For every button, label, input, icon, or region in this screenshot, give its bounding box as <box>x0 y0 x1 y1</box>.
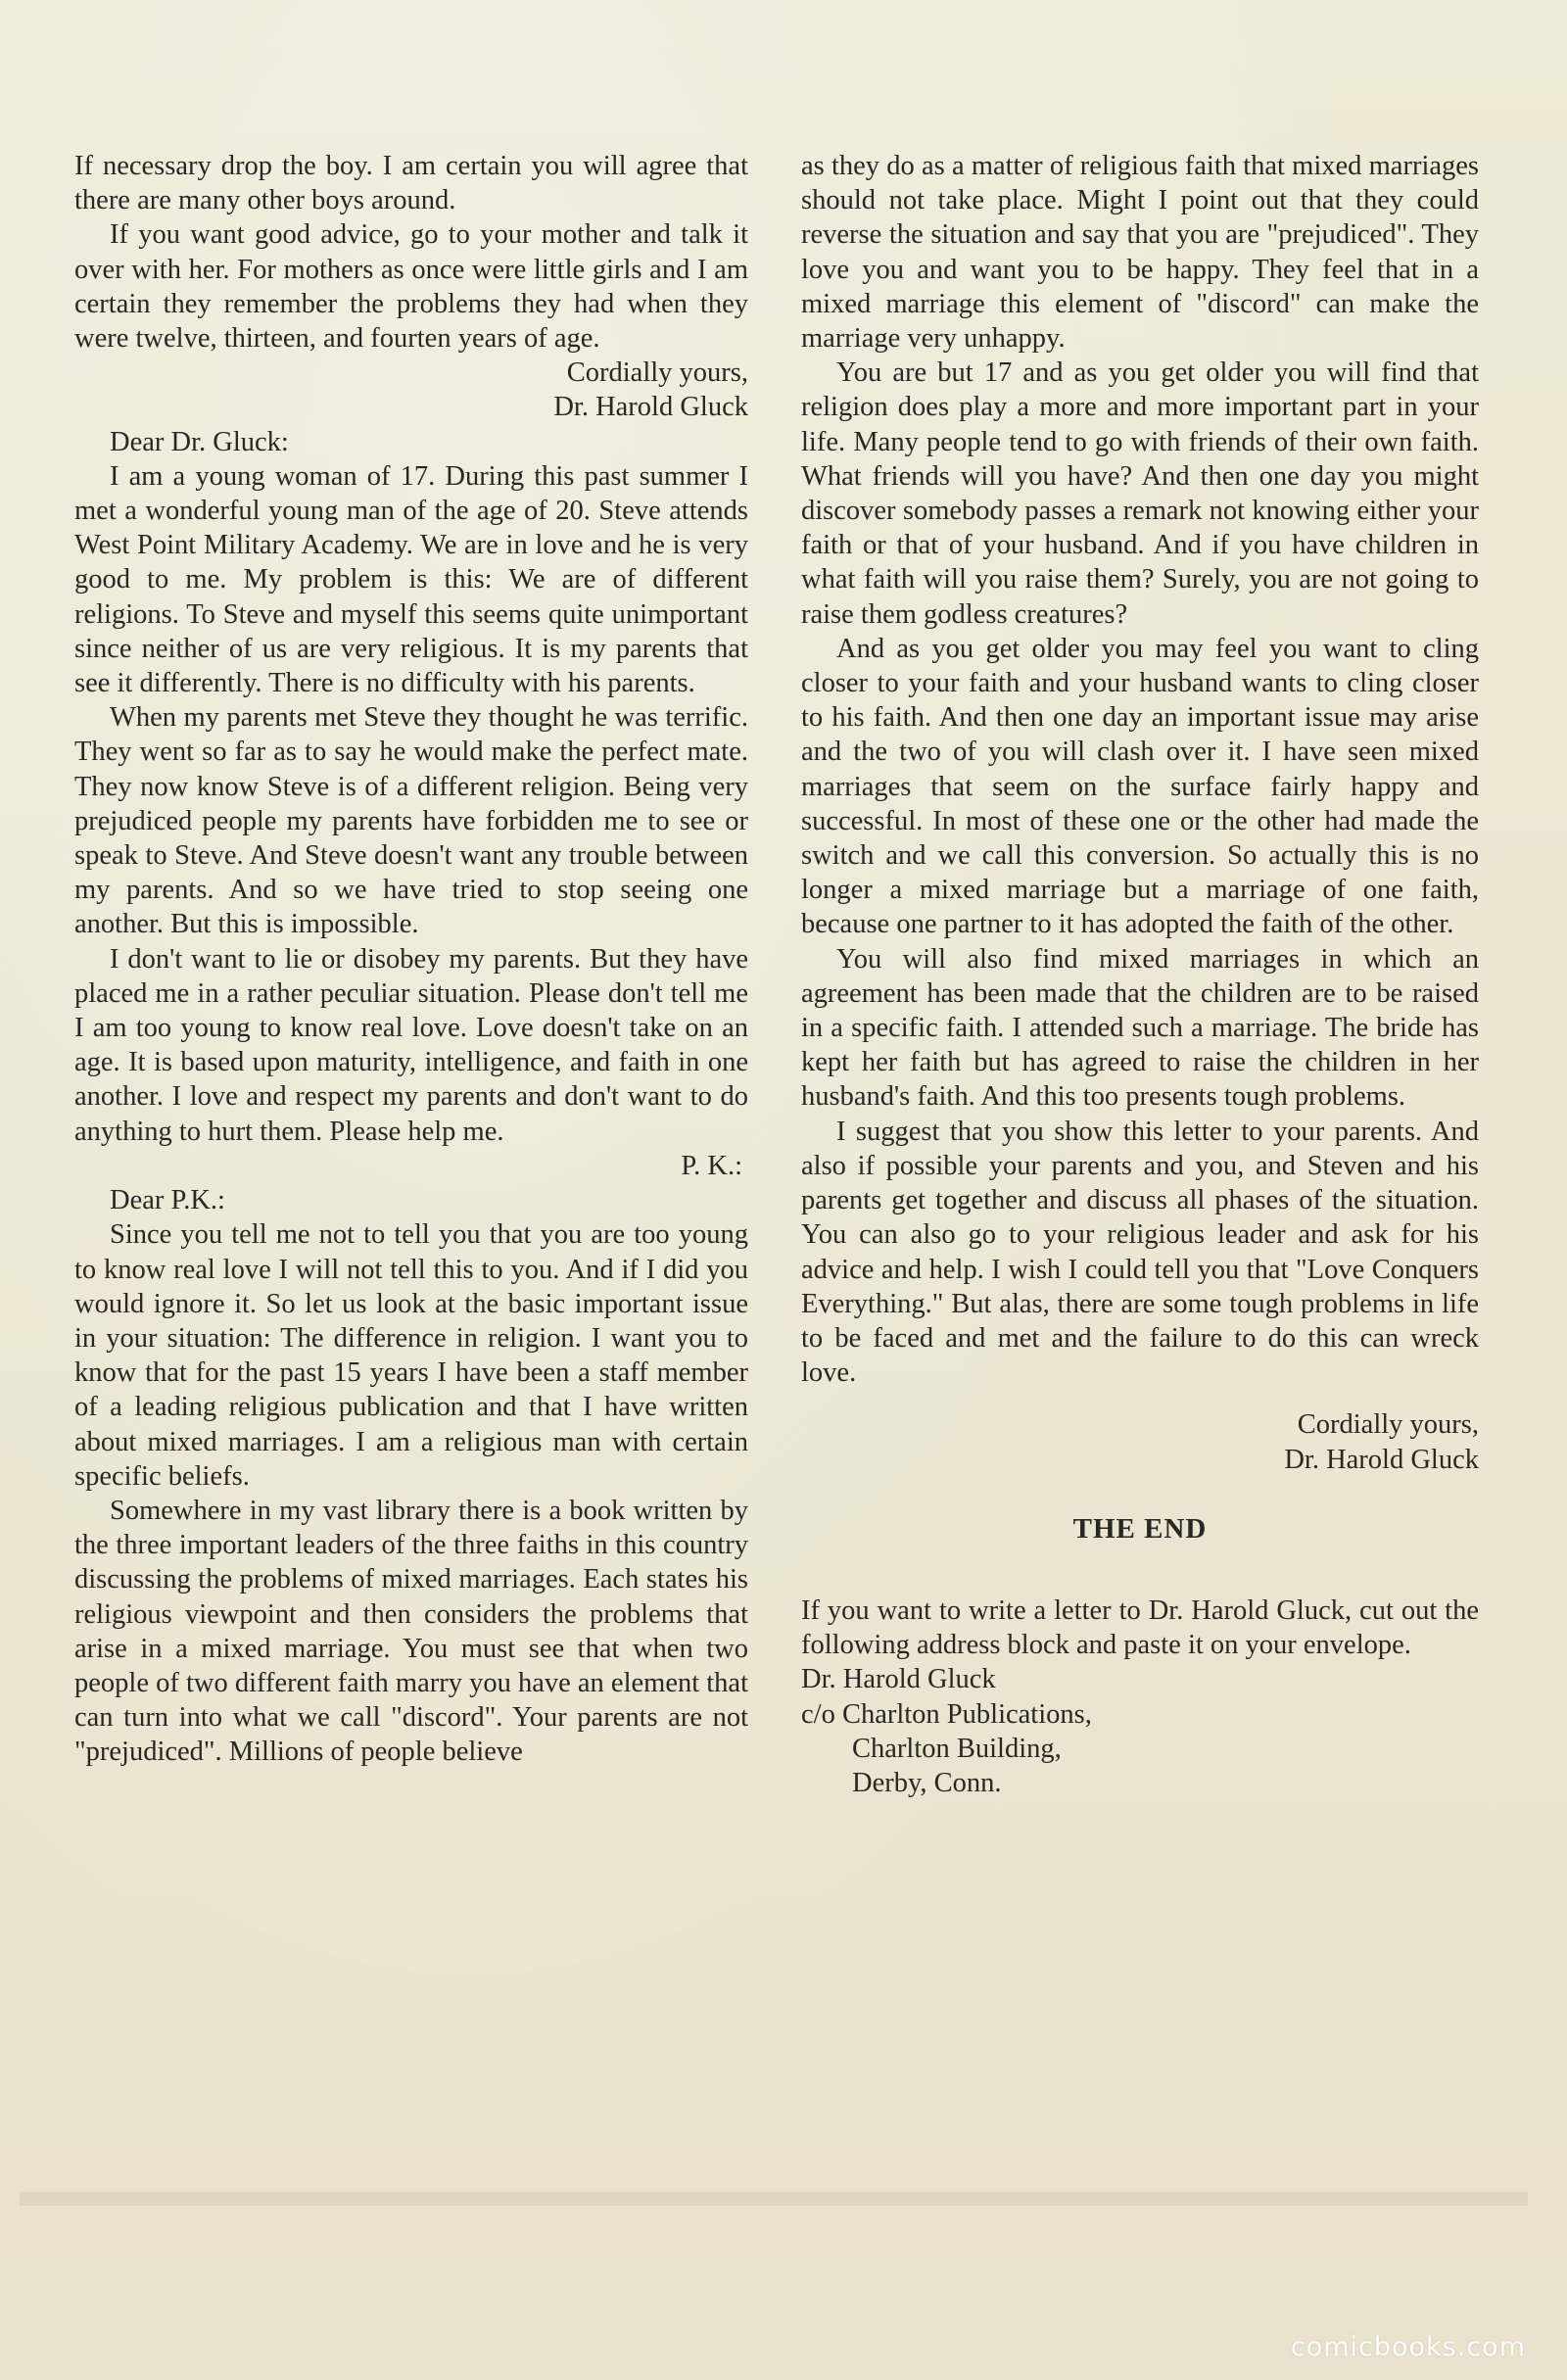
paragraph: If you want good advice, go to your mother and talk it over with her. For mothers as once were little girls and I am certain they remember the problems they had when they were twelve, thirteen, and fourten years of age. <box>74 219 748 355</box>
paragraph: as they do as a matter of religious faith that mixed marriages should not take place. Might I point out that they could reverse the situation and say that you are "prejudiced". They love you and want you to be happy. They feel that in a mixed marriage this element of "discord" can make the marriage very unhappy. <box>801 151 1479 355</box>
letter-salutation: Dear P.K.: <box>110 1185 225 1216</box>
signature-name: Dr. Harold Gluck <box>1284 1444 1479 1475</box>
address-line: Dr. Harold Gluck <box>801 1664 996 1695</box>
paragraph: I don't want to lie or disobey my parents. But they have placed me in a rather peculiar situation. Please don't tell me I am too young to know real love. Love doesn't take on an age. It is based upon maturity, intelligence, and faith in one another. I love and respect my parents and don't want to do anything to hurt them. Please help me. <box>74 943 748 1147</box>
the-end-heading: THE END <box>1072 1512 1208 1545</box>
paragraph: You will also find mixed marriages in which an agreement has been made that the children are to be raised in a specific faith. I attended such a marriage. The bride has kept her faith but has agreed to raise the children in her husband's faith. And this too presents tough problems. <box>801 943 1479 1113</box>
site-watermark: comicbooks.com <box>1290 2332 1526 2362</box>
paragraph: I suggest that you show this letter to your parents. And also if possible your parents and you, and Steven and his parents get together and discuss all phases of the situation. You can also go to your religious leader and ask for his advice and help. I wish I could tell you that "Love Conquers Everything." But alas, there are some tough problems in life to be faced and met and the failure to do this can wreck love. <box>801 1116 1479 1389</box>
address-line: Charlton Building, <box>852 1733 1062 1764</box>
signature-closing: Cordially yours, <box>566 357 748 389</box>
letter-salutation: Dear Dr. Gluck: <box>110 426 289 457</box>
paragraph: Somewhere in my vast library there is a book written by the three important leaders of the three faiths in this country discussing the problems of mixed marriages. Each states his religious viewpoint and then considers the problems that arise in a mixed marriage. You must see that when two people of two different faith marry you have an element that can turn into what we call "discord". Your parents are not "prejudiced". Millions of people believe <box>74 1495 748 1768</box>
address-block <box>801 1662 1479 1800</box>
paragraph: And as you get older you may feel you want to cling closer to your faith and your husband wants to cling closer to his faith. And then one day an important issue may arise and the two of you will clash over it. I have seen mixed marriages that seem on the surface fairly happy and successful. In most of these one or the other had made the switch and we call this conversion. So actually this is no longer a mixed marriage but a marriage of one faith, because one partner to it has adopted the faith of the other. <box>801 633 1479 940</box>
paragraph: If necessary drop the boy. I am certain you will agree that there are many other boys around. <box>74 151 748 216</box>
signature-closing: Cordially yours, <box>1297 1409 1479 1441</box>
paragraph: I am a young woman of 17. During this past summer I met a wonderful young man of the age of 20. Steve attends West Point Military Academy. We are in love and he is very good to me. My problem is this: We are of different religions. To Steve and myself this seems quite unimportant since neither of us are very religious. It is my parents that see it differently. There is no difficulty with his parents. <box>74 460 748 699</box>
paragraph: Since you tell me not to tell you that you are too young to know real love I will not tell this to you. And if I did you would ignore it. So let us look at the basic important issue in your situation: The difference in religion. I want you to know that for the past 15 years I have been a staff member of a leading religious publication and that I have written about mixed marriages. I am a religious man with certain specific beliefs. <box>74 1219 748 1492</box>
left-column <box>74 149 748 1770</box>
signature-name: Dr. Harold Gluck <box>553 392 748 423</box>
address-line: Derby, Conn. <box>852 1767 1002 1798</box>
address-instructions: If you want to write a letter to Dr. Harold Gluck, cut out the following address block and paste it on your envelope. <box>801 1595 1479 1661</box>
letter-initials: P. K.: <box>681 1150 742 1181</box>
right-column <box>801 149 1479 1800</box>
paragraph: You are but 17 and as you get older you will find that religion does play a more and more important part in your life. Many people tend to go with friends of their own faith. What friends will you have? And then one day you might discover somebody passes a remark not knowing either your faith or that of your husband. And if you have children in what faith will you raise them? Surely, you are not going to raise them godless creatures? <box>801 357 1479 630</box>
print-bleed-stripe <box>20 2192 1528 2206</box>
address-line: c/o Charlton Publications, <box>801 1698 1092 1730</box>
paragraph: When my parents met Steve they thought he was terrific. They went so far as to say he would make the perfect mate. They now know Steve is of a different religion. Being very prejudiced people my parents have forbidden me to see or speak to Steve. And Steve doesn't want any trouble between my parents. And so we have tried to stop seeing one another. But this is impossible. <box>74 702 748 940</box>
